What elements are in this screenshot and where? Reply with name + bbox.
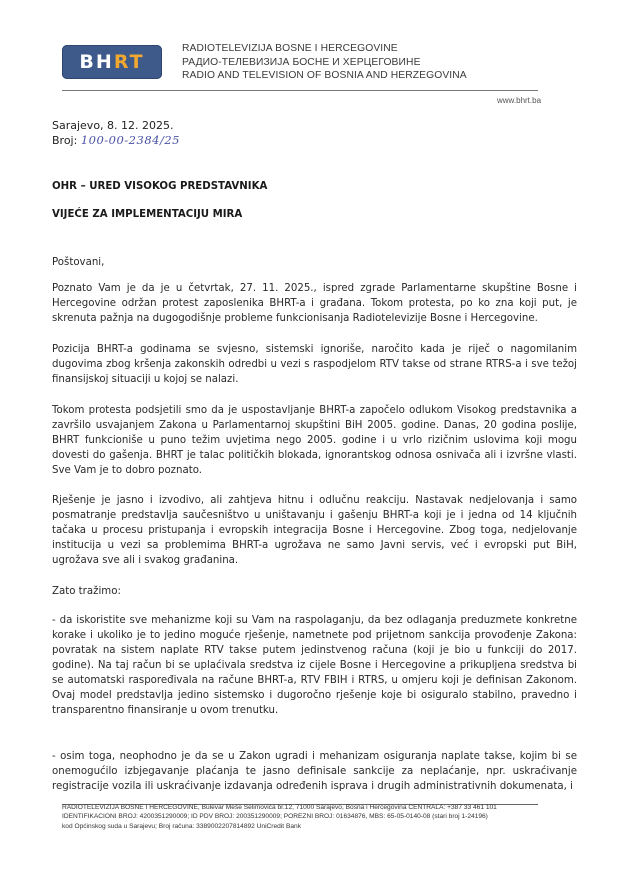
- recipient-peace-council: VIJEĆE ZA IMPLEMENTACIJU MIRA: [52, 209, 243, 220]
- logo-text-rt: RT: [113, 51, 145, 73]
- org-name-english: RADIO AND TELEVISION OF BOSNIA AND HERZEGOVINA: [182, 70, 467, 81]
- place-date: Sarajevo, 8. 12. 2025.: [52, 119, 174, 132]
- demand-1: [52, 613, 577, 718]
- footer-bank: kod Općinskog suda u Sarajevu; Broj računa: 3389002207814892 UniCredit Bank: [62, 822, 301, 830]
- paragraph-1: [52, 281, 577, 326]
- salutation: [52, 255, 577, 270]
- organization-name: [182, 42, 467, 83]
- header-divider: [62, 90, 538, 91]
- demands-intro: [52, 584, 577, 599]
- paragraph-2: [52, 342, 577, 387]
- paragraph-text: - osim toga, neophodno je da se u Zakon ugradi i mehanizam osiguranja naplate takse, kojim bi se onemogućilo izbjegavanje plaćanja te jasno definisale sankcije za neplaćanje, npr. uskraćivanje registracije vozila ili uskraćivanje izdavanja određenih isprava i drugih administrativnih dokumenata, i: [52, 751, 577, 792]
- footer-ids: IDENTIFIKACIONI BROJ: 4200351290009; ID PDV BROJ: 200351290009; POREZNI BROJ: 01634876, MBS: 65-05-0140-08 (stari broj 1-24196): [62, 813, 488, 821]
- salutation-text: Poštovani,: [52, 257, 105, 268]
- website-link[interactable]: www.bhrt.ba: [497, 96, 542, 105]
- letterhead: [62, 42, 582, 86]
- paragraph-3: [52, 403, 577, 478]
- paragraph-text: - da iskoristite sve mehanizme koji su Vam na raspolaganju, da bez odlaganja preduzmete konkretne korake i ukoliko je to jedino moguće rješenje, nametnete pod prijetnom sankcija provođenje Zakona: povratak na sistem naplate RTV takse putem jedinstvenog računa (koji je bio u funkciji do 2017. godine). Na taj račun bi se uplaćivala sredstva iz cijele Bosne i Hercegovine a prikupljena sredstva bi se automatski raspoređivala na račune BHRT-a, RTV FBIH i RTRS, u omjeru koji je definisan Zakonom. Ovaj model predstavlja jedino sistemsko i dugoročno rješenje koje bi osiguralo stabilno, pravedno i transparentno finansiranje u ovom trenutku.: [52, 615, 577, 716]
- org-name-cyrillic: РАДИО-ТЕЛЕВИЗИЈА БОСНЕ И ХЕРЦЕГОВИНЕ: [182, 56, 421, 68]
- document-meta: [52, 118, 180, 148]
- paragraph-text: Rješenje je jasno i izvodivo, ali zahtjeva hitnu i odlučnu reakciju. Nastavak nedjelovanja i samo posmatranje predstavlja saučesništvo u uništavanju i gašenju BHRT-a koji je i jedna od 14 ključnih tačaka u procesu pristupanja i evropskih integracija Bosne i Hercegovine. Zbog toga, nedjelovanje institucija u vezi sa problemima BHRT-a ugrožava ne samo Javni servis, već i evropski put BiH, ugrožava sve ali i svakog građanina.: [52, 495, 577, 566]
- paragraph-text: Zato tražimo:: [52, 586, 121, 597]
- org-name-latin: RADIOTELEVIZIJA BOSNE I HERCEGOVINE: [182, 43, 398, 54]
- paragraph-4: [52, 493, 577, 568]
- bhrt-logo: [62, 45, 162, 79]
- document-number: [52, 133, 180, 148]
- number-label: Broj:: [52, 134, 78, 147]
- demand-2: [52, 749, 577, 794]
- footer-address: RADIOTELEVIZIJA BOSNE I HERCEGOVINE, Bulevar Meše Selimovića br.12, 71000 Sarajevo, Bosna i Hercegovina CENTRALA: +387 33 461 101: [62, 804, 497, 811]
- paragraph-text: Pozicija BHRT-a godinama se svjesno, sistemski ignoriše, naročito kada je riječ o nagomilanim dugovima zbog kršenja zakonskih odredbi u vezi s raspodjelom RTV takse od strane RTRS-a i sve težoj finansijskoj situaciji u kojoj se nalazi.: [52, 344, 577, 385]
- paragraph-text: Tokom protesta podsjetili smo da je uspostavljanje BHRT-a započelo odlukom Visokog predstavnika a završilo usvajanjem Zakona u Parlamentarnoj skupštini BiH 2005. godine. Danas, 20 godina poslije, BHRT funkcioniše u puno težim uvjetima nego 2005. godine i u vrlo rizičnim uslovima koji mogu dovesti do gašenja. BHRT je talac političkih blokada, ignorantskog odnosa osnivača ali i izvršne vlasti. Sve Vam je to dobro poznato.: [52, 405, 577, 476]
- paragraph-text: Poznato Vam je da je u četvrtak, 27. 11. 2025., ispred zgrade Parlamentarne skupštine Bosne i Hercegovine održan protest zaposlenika BHRT-a i građana. Tokom protesta, po ko zna koji put, je skrenuta pažnja na dugogodišnje probleme funkcionisanja Radiotelevizije Bosne i Hercegovine.: [52, 283, 577, 324]
- logo-text-bh: BH: [79, 51, 114, 73]
- handwritten-number: 100-00-2384/25: [80, 133, 180, 147]
- footer: [62, 803, 552, 831]
- recipient-ohr: OHR – URED VISOKOG PREDSTAVNIKA: [52, 181, 268, 192]
